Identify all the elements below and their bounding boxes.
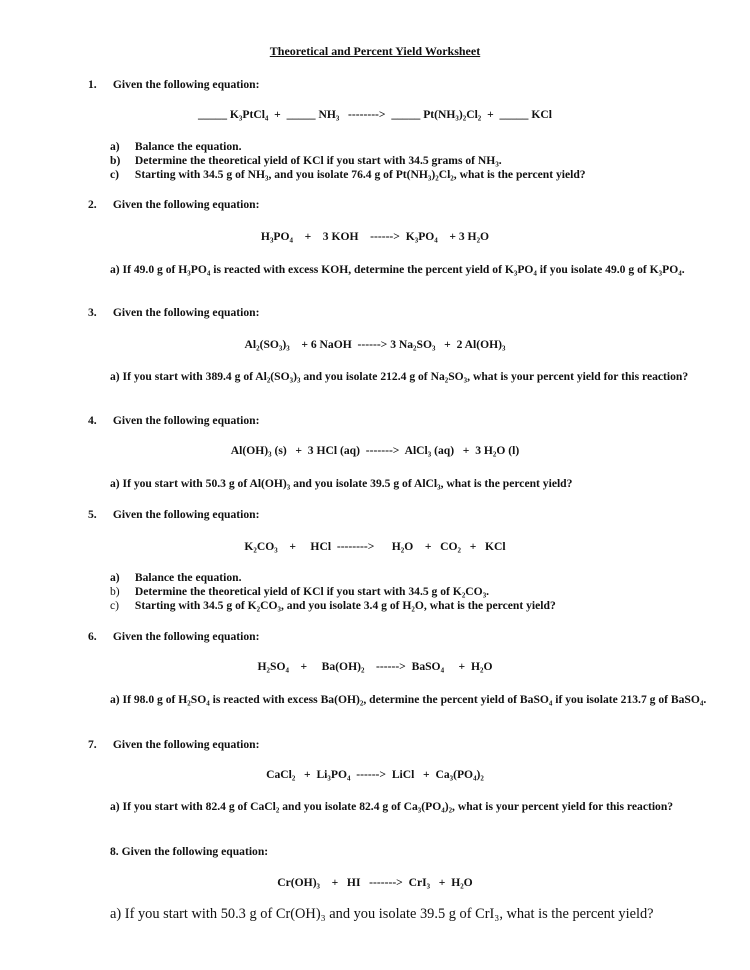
- question-1-number: 1.: [88, 78, 97, 91]
- question-1-part-c: [110, 168, 586, 181]
- question-7-prompt: Given the following equation:: [112, 738, 260, 751]
- question-5-prompt: Given the following equation:: [112, 508, 260, 521]
- question-6-heading: [88, 630, 259, 643]
- question-1-part-b: [110, 154, 502, 167]
- question-3-heading: [88, 306, 259, 319]
- question-7-text: a) If you start with 82.4 g of CaCl₂ and you isolate 82.4 g of Ca₃(PO₄)₂, what is your percent yield for this reaction?: [110, 800, 674, 813]
- question-8-heading: [110, 845, 268, 858]
- question-1-equation: _____ K₃PtCl₄ + _____ NH₃ --------> _____ Pt(NH₃)₂Cl₂ + _____ KCl: [198, 108, 552, 121]
- question-1-part-a: [110, 140, 242, 153]
- part-text: Balance the equation.: [134, 571, 242, 584]
- part-text: Starting with 34.5 g of K₂CO₃, and you isolate 3.4 g of H₂O, what is the percent yield?: [134, 599, 556, 612]
- question-2-heading: [88, 198, 259, 211]
- part-label: c): [110, 599, 120, 612]
- question-4-text: a) If you start with 50.3 g of Al(OH)₃ and you isolate 39.5 g of AlCl₃, what is the percent yield?: [110, 477, 573, 490]
- question-5-part-c: [110, 599, 556, 612]
- question-2-prompt: Given the following equation:: [112, 198, 260, 211]
- question-3-equation: Al₂(SO₃)₃ + 6 NaOH ------> 3 Na₂SO₃ + 2 Al(OH)₃: [244, 338, 506, 351]
- part-text: Determine the theoretical yield of KCl if you start with 34.5 g of K₂CO₃.: [134, 585, 490, 598]
- question-5-part-a: [110, 571, 242, 584]
- question-4-prompt: Given the following equation:: [112, 414, 260, 427]
- question-7-heading: [88, 738, 259, 751]
- question-8-prompt: Given the following equation:: [121, 845, 269, 858]
- question-8-number: 8.: [110, 845, 119, 858]
- question-2-number: 2.: [88, 198, 97, 211]
- part-text: Starting with 34.5 g of NH₃, and you isolate 76.4 g of Pt(NH₃)₂Cl₂, what is the percent yield?: [134, 168, 586, 181]
- question-6-equation: H₂SO₄ + Ba(OH)₂ ------> BaSO₄ + H₂O: [257, 660, 493, 673]
- question-3-number: 3.: [88, 306, 97, 319]
- question-7-number: 7.: [88, 738, 97, 751]
- question-2-equation: H₃PO₄ + 3 KOH ------> K₃PO₄ + 3 H₂O: [260, 230, 490, 243]
- question-4-equation: Al(OH)₃ (s) + 3 HCl (aq) -------> AlCl₃ (aq) + 3 H₂O (l): [230, 444, 520, 457]
- part-label: c): [110, 168, 120, 181]
- part-label: b): [110, 585, 120, 598]
- question-2-text: a) If 49.0 g of H₃PO₄ is reacted with excess KOH, determine the percent yield of K₃PO₄ if you isolate 49.0 g of K₃PO₄.: [110, 263, 685, 276]
- question-5-part-b: [110, 585, 489, 598]
- part-label: a): [110, 571, 120, 584]
- question-1-heading: [88, 78, 259, 91]
- question-6-text: a) If 98.0 g of H₂SO₄ is reacted with excess Ba(OH)₂, determine the percent yield of BaSO₄ if you isolate 213.7 g of BaSO₄.: [110, 693, 707, 706]
- page-title: Theoretical and Percent Yield Worksheet: [269, 44, 481, 58]
- part-text: Balance the equation.: [134, 140, 242, 153]
- question-6-number: 6.: [88, 630, 97, 643]
- part-text: Determine the theoretical yield of KCl if you start with 34.5 grams of NH₃.: [134, 154, 502, 167]
- question-7-equation: CaCl₂ + Li₃PO₄ ------> LiCl + Ca₃(PO₄)₂: [266, 768, 484, 781]
- question-6-prompt: Given the following equation:: [112, 630, 260, 643]
- question-4-heading: [88, 414, 259, 427]
- question-5-number: 5.: [88, 508, 97, 521]
- question-8-text: a) If you start with 50.3 g of Cr(OH)₃ and you isolate 39.5 g of CrI₃, what is the percent yield?: [110, 906, 654, 922]
- part-label: a): [110, 140, 120, 153]
- question-5-heading: [88, 508, 259, 521]
- question-3-text: a) If you start with 389.4 g of Al₂(SO₃)₃ and you isolate 212.4 g of Na₂SO₃, what is your percent yield for this reaction?: [110, 370, 689, 383]
- question-3-prompt: Given the following equation:: [112, 306, 260, 319]
- question-8-equation: Cr(OH)₃ + HI -------> CrI₃ + H₂O: [277, 876, 473, 889]
- question-4-number: 4.: [88, 414, 97, 427]
- question-5-equation: K₂CO₃ + HCl --------> H₂O + CO₂ + KCl: [244, 540, 506, 553]
- part-label: b): [110, 154, 121, 167]
- question-1-prompt: Given the following equation:: [112, 78, 260, 91]
